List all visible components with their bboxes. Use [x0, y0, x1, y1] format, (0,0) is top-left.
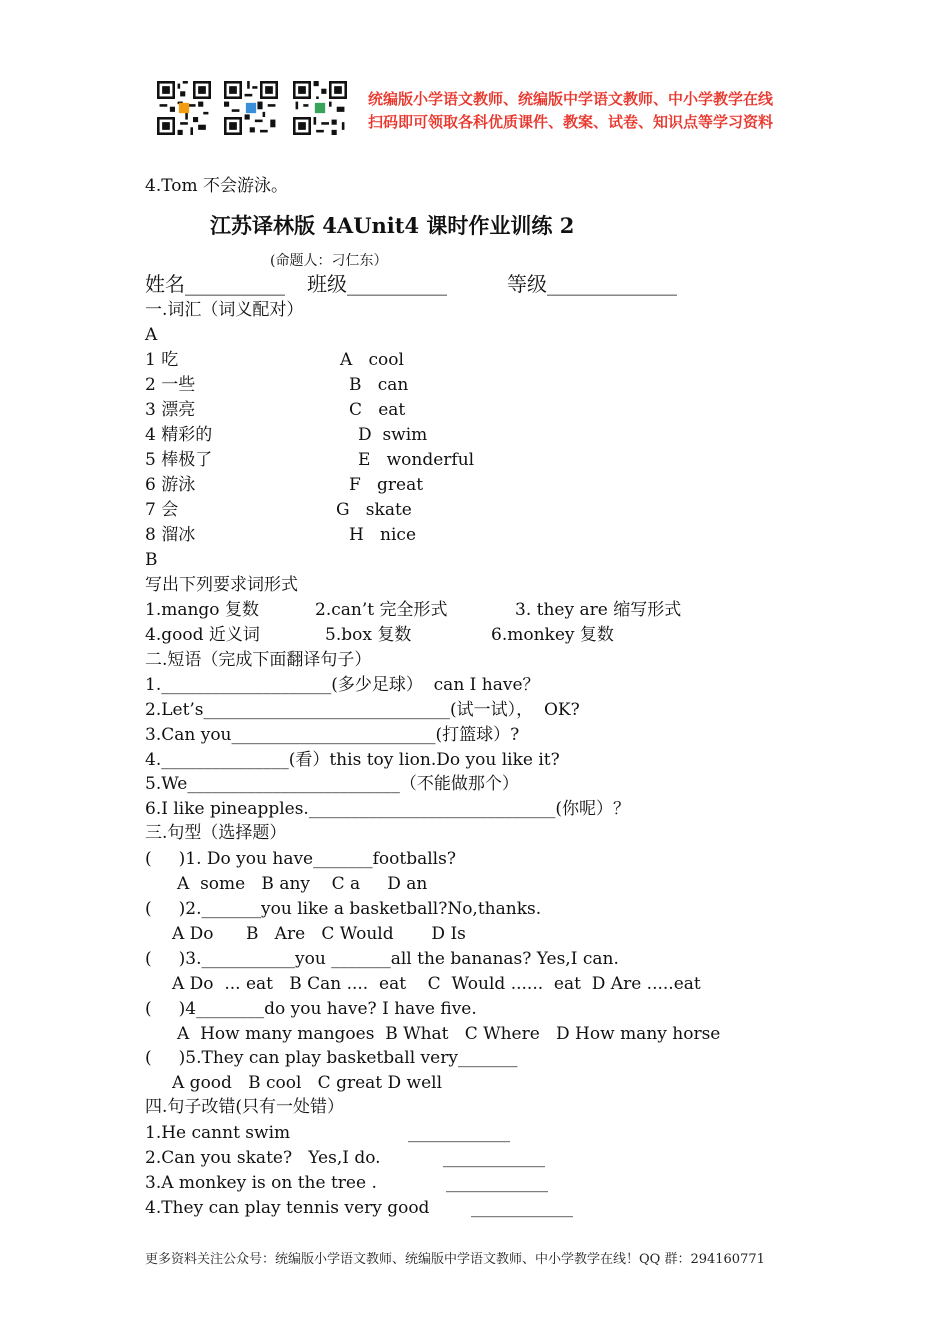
page-footer: 更多资料关注公众号：统编版小学语文教师、统编版中学语文教师、中小学教学在线！QQ 群：294160771 — [145, 1252, 765, 1267]
match-right-g: G skate — [336, 500, 412, 520]
correction-item-4: 4.They can play tennis very good — [145, 1198, 430, 1218]
qr-logo — [179, 103, 189, 113]
info-grade — [507, 274, 677, 294]
section1-heading: 一.词汇（词义配对） — [145, 300, 304, 320]
choice-options-2: A Do B Are C Would D Is — [172, 924, 466, 944]
match-left-4: 4 精彩的 — [145, 425, 213, 445]
part-b-heading: 写出下列要求词形式 — [145, 575, 298, 595]
section4-heading: 四.句子改错(只有一处错） — [145, 1097, 345, 1117]
match-right-e: E wonderful — [358, 450, 475, 470]
qr-logo — [246, 103, 256, 113]
correction-blank-2: ____________ — [443, 1148, 545, 1168]
match-left-6: 6 游泳 — [145, 475, 196, 495]
correction-item-3: 3.A monkey is on the tree . — [145, 1173, 377, 1193]
choice-options-4: A How many mangoes B What C Where D How many horse — [177, 1024, 721, 1044]
qr-code-1 — [157, 81, 211, 135]
correction-blank-4: ____________ — [471, 1198, 573, 1218]
choice-question-4: ( )4________do you have? I have five. — [145, 999, 477, 1019]
match-left-7: 7 会 — [145, 500, 179, 520]
grade-label: 等级 — [507, 272, 547, 296]
translation-item-3: 3.Can you________________________(打篮球）? — [145, 725, 520, 745]
word-form-1: 1.mango 复数 — [145, 600, 259, 620]
choice-question-2: ( )2._______you like a basketball?No,thanks. — [145, 899, 542, 919]
choice-question-3: ( )3.___________you _______all the bananas? Yes,I can. — [145, 949, 619, 969]
choice-options-1: A some B any C a D an — [177, 874, 428, 894]
section2-heading: 二.短语（完成下面翻译句子） — [145, 650, 372, 670]
section3-heading: 三.句型（选择题） — [145, 823, 287, 843]
translation-item-1: 1.____________________(多少足球） can I have？ — [145, 675, 540, 695]
class-label: 班级 — [307, 272, 347, 296]
part-a-label: A — [145, 325, 158, 345]
choice-options-3: A Do ... eat B Can .... eat C Would ...... eat D Are .....eat — [172, 974, 701, 994]
match-right-a: A cool — [340, 350, 404, 370]
translation-item-5: 5.We_________________________（不能做那个） — [145, 774, 519, 794]
match-right-f: F great — [349, 475, 424, 495]
name-label: 姓名 — [145, 272, 185, 296]
grade-blank: _____________ — [547, 272, 677, 296]
pre-title-line: 4.Tom 不会游泳。 — [145, 176, 288, 196]
info-class — [307, 274, 447, 294]
match-left-8: 8 溜冰 — [145, 525, 196, 545]
qr-logo — [315, 103, 325, 113]
qr-code-3 — [293, 81, 347, 135]
match-right-h: H nice — [349, 525, 417, 545]
match-left-2: 2 一些 — [145, 375, 196, 395]
page-title: 江苏译林版 4AUnit4 课时作业训练 2 — [210, 213, 575, 238]
class-blank: __________ — [347, 272, 447, 296]
word-form-3: 3. they are 缩写形式 — [515, 600, 682, 620]
choice-options-5: A good B cool C great D well — [172, 1073, 443, 1093]
page-subtitle: (命题人：刁仁东） — [270, 253, 388, 269]
word-form-5: 5.box 复数 — [325, 625, 412, 645]
translation-item-6: 6.I like pineapples._____________________________(你呢）？ — [145, 799, 630, 819]
word-form-4: 4.good 近义词 — [145, 625, 260, 645]
match-left-1: 1 吃 — [145, 350, 179, 370]
name-blank: __________ — [185, 272, 285, 296]
info-name — [145, 274, 285, 294]
choice-question-1: ( )1. Do you have_______footballs? — [145, 849, 456, 869]
translation-item-2: 2.Let’s_____________________________(试一试）， OK? — [145, 700, 580, 720]
match-right-d: D swim — [358, 425, 428, 445]
part-b-label: B — [145, 550, 158, 570]
match-left-3: 3 漂亮 — [145, 400, 196, 420]
correction-item-2: 2.Can you skate? Yes,I do. — [145, 1148, 381, 1168]
choice-question-5: ( )5.They can play basketball very_______ — [145, 1048, 518, 1068]
translation-item-4: 4._______________(看）this toy lion.Do you like it? — [145, 750, 560, 770]
correction-blank-1: ____________ — [408, 1123, 510, 1143]
match-right-b: B can — [349, 375, 409, 395]
header-banner-line-2: 扫码即可领取各科优质课件、教案、试卷、知识点等学习资料 — [368, 113, 774, 131]
word-form-2: 2.can’t 完全形式 — [315, 600, 448, 620]
match-left-5: 5 棒极了 — [145, 450, 213, 470]
word-form-6: 6.monkey 复数 — [491, 625, 614, 645]
qr-code-2 — [224, 81, 278, 135]
match-right-c: C eat — [349, 400, 406, 420]
header-banner-line-1: 统编版小学语文教师、统编版中学语文教师、中小学教学在线 — [368, 90, 774, 108]
correction-item-1: 1.He cannt swim — [145, 1123, 291, 1143]
correction-blank-3: ____________ — [446, 1173, 548, 1193]
